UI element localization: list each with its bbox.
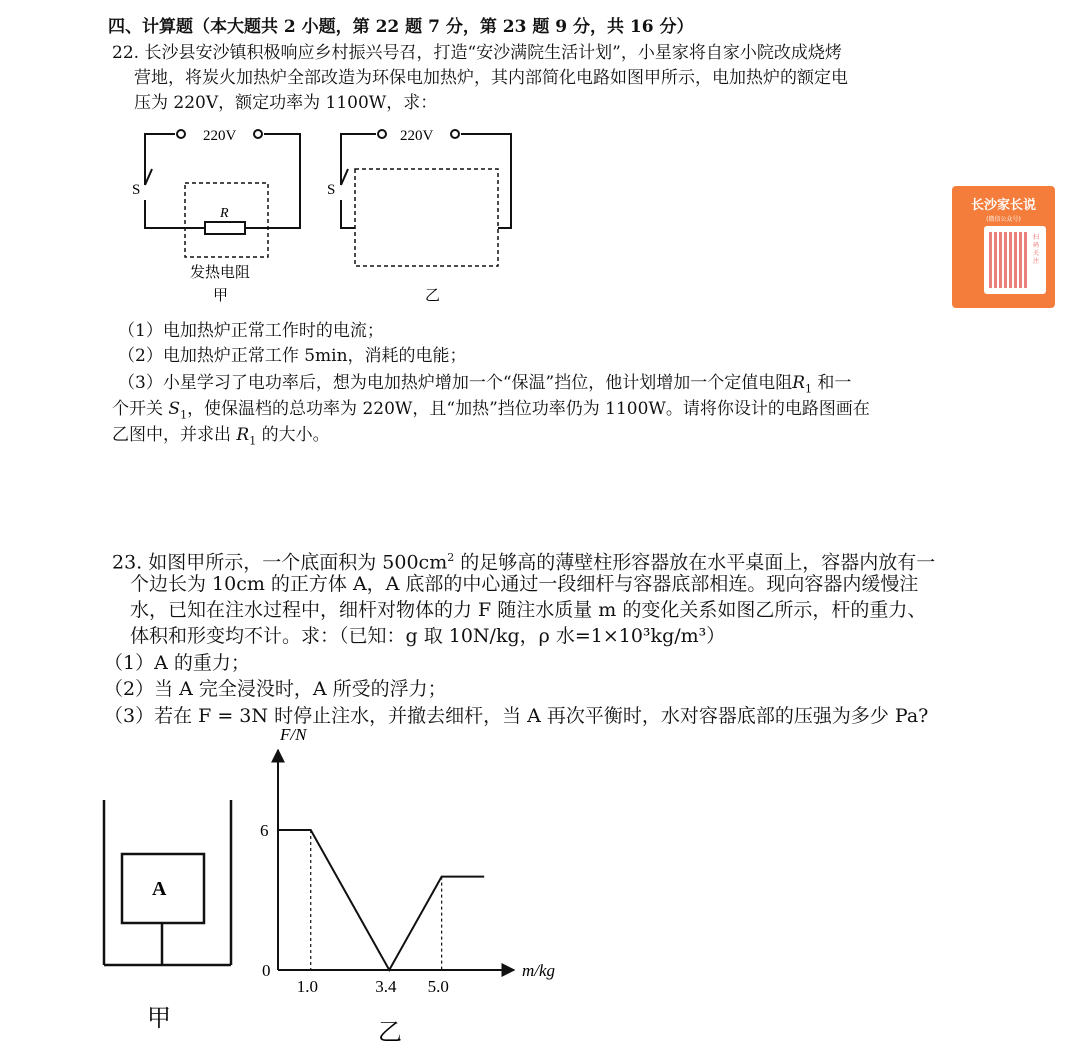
circuit-a-switch-label: S	[132, 182, 141, 198]
container-figure-caption: 甲	[147, 1006, 171, 1032]
circuit-b	[341, 130, 511, 266]
q23-line2: 个边长为 10cm 的正方体 A，A 底部的中心通过一段细杆与容器底部相连。现向容器内缓慢注	[130, 573, 919, 595]
circuit-a-voltage: 220V	[203, 128, 237, 144]
circuit-b-voltage: 220V	[400, 128, 434, 144]
q23-sub2: （2）当 A 完全浸没时，A 所受的浮力；	[104, 678, 447, 700]
q23-line3: 水，已知在注水过程中，细杆对物体的力 F 随注水质量 m 的变化关系如图乙所示，杆的重力、	[130, 599, 927, 621]
qr-code-icon	[989, 232, 1029, 288]
q22-line2: 营地，将炭火加热炉全部改造为环保电加热炉，其内部简化电路如图甲所示，电加热炉的额定电	[134, 68, 848, 88]
force-series-line	[278, 830, 484, 970]
section-title: 四、计算题（本大题共 2 小题，第 22 题 7 分，第 23 题 9 分，共 16 分）	[108, 17, 694, 37]
wechat-qr-badge	[952, 186, 1055, 308]
qr-card	[984, 226, 1046, 294]
badge-title: 长沙家长说	[970, 198, 1036, 213]
q22-sub3-line2: 个开关 $S_1$，使保温档的总功率为 220W，且“加热”挡位功率仍为 1100W。请将你设计的电路图画在	[112, 399, 870, 422]
q22-line3: 压为 220V，额定功率为 1100W，求：	[134, 93, 438, 113]
x-tick-label: 3.4	[375, 977, 397, 996]
q22-sub1: （1）电加热炉正常工作时的电流；	[118, 321, 384, 341]
y-axis-label: F/N	[280, 725, 307, 744]
origin-label: 0	[262, 961, 271, 980]
x-tick-label: 1.0	[296, 977, 318, 996]
q23-sub1: （1）A 的重力；	[104, 652, 250, 674]
y-tick-label: 6	[260, 821, 269, 840]
x-axis-label: m/kg	[522, 961, 556, 980]
cube-a-label: A	[152, 878, 167, 900]
circuit-b-switch-label: S	[327, 182, 336, 198]
badge-scan-text: 扫码关注	[1033, 234, 1040, 265]
q22-sub2: （2）电加热炉正常工作 5min，消耗的电能；	[118, 346, 467, 366]
circuit-a-caption: 甲	[213, 288, 229, 304]
circuit-a-resistor-label: R	[220, 206, 229, 221]
q23-sub3: （3）若在 F = 3N 时停止注水，并撤去细杆，当 A 再次平衡时，水对容器底部的压强为多少 Pa?	[104, 705, 929, 727]
container-figure	[90, 790, 250, 1040]
circuit-a	[145, 130, 300, 257]
circuit-b-caption: 乙	[425, 288, 441, 304]
q23-line4: 体积和形变均不计。求：（已知：g 取 10N/kg，ρ 水=1×10³kg/m³）	[130, 625, 726, 647]
badge-subtitle: (微信公众号)	[986, 216, 1021, 223]
q22-line1: 22. 长沙县安沙镇积极响应乡村振兴号召，打造“安沙满院生活计划”，小星家将自家小院改成烧烤	[112, 43, 842, 63]
q22-sub3-line1: （3）小星学习了电功率后，想为电加热炉增加一个“保温”挡位，他计划增加一个定值电阻$R_1$ 和一	[118, 373, 852, 396]
force-mass-chart	[250, 725, 570, 1050]
chart-caption: 乙	[378, 1020, 402, 1046]
circuit-a-resistor-caption: 发热电阻	[190, 265, 251, 281]
x-tick-label: 5.0	[427, 977, 449, 996]
q23-line1: 23. 如图甲所示，一个底面积为 $500cm^2$ 的足够高的薄壁柱形容器放在水平桌面上，容器内放有一	[112, 551, 936, 574]
q22-sub3-line3: 乙图中，并求出 $R_1$ 的大小。	[112, 425, 330, 448]
q22-circuit-figures	[0, 0, 560, 310]
